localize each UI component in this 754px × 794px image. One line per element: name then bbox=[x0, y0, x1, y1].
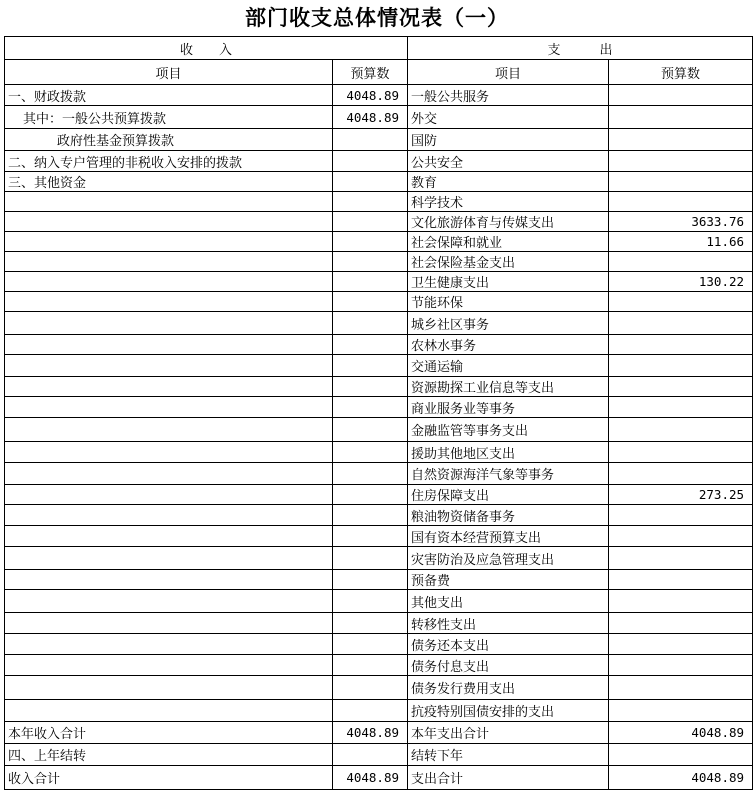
income-item-cell bbox=[5, 613, 333, 634]
income-item-cell: 政府性基金预算拨款 bbox=[5, 129, 333, 151]
expense-item-cell: 粮油物资储备事务 bbox=[408, 505, 609, 526]
expense-budget-cell bbox=[609, 590, 753, 613]
expense-budget-cell bbox=[609, 172, 753, 192]
income-item-cell: 收入合计 bbox=[5, 766, 333, 790]
expense-budget-cell: 4048.89 bbox=[609, 722, 753, 744]
table-row bbox=[5, 700, 753, 722]
income-budget-cell bbox=[333, 272, 408, 292]
table-row bbox=[5, 505, 753, 526]
income-item-cell: 其中：一般公共预算拨款 bbox=[5, 106, 333, 129]
income-item-cell: 二、纳入专户管理的非税收入安排的拨款 bbox=[5, 151, 333, 172]
expense-budget-cell bbox=[609, 129, 753, 151]
table-row bbox=[5, 151, 753, 172]
income-budget-cell bbox=[333, 485, 408, 505]
expense-budget-cell bbox=[609, 463, 753, 485]
section-header-row bbox=[5, 37, 753, 60]
income-item-cell bbox=[5, 355, 333, 377]
income-budget-cell bbox=[333, 377, 408, 397]
income-item-cell: 本年收入合计 bbox=[5, 722, 333, 744]
income-budget-cell bbox=[333, 526, 408, 547]
expense-header: 支 出 bbox=[408, 37, 753, 60]
expense-item-cell: 抗疫特别国债安排的支出 bbox=[408, 700, 609, 722]
income-budget-cell bbox=[333, 676, 408, 700]
income-budget-cell bbox=[333, 232, 408, 252]
expense-budget-cell bbox=[609, 570, 753, 590]
expense-item-cell: 自然资源海洋气象等事务 bbox=[408, 463, 609, 485]
income-budget-cell bbox=[333, 292, 408, 312]
income-budget-cell bbox=[333, 613, 408, 634]
expense-budget-cell: 273.25 bbox=[609, 485, 753, 505]
table-row bbox=[5, 655, 753, 676]
income-budget-cell bbox=[333, 547, 408, 570]
expense-item-cell: 资源勘探工业信息等支出 bbox=[408, 377, 609, 397]
income-item-cell bbox=[5, 212, 333, 232]
expense-item-cell: 卫生健康支出 bbox=[408, 272, 609, 292]
expense-item-cell: 灾害防治及应急管理支出 bbox=[408, 547, 609, 570]
table-row bbox=[5, 397, 753, 418]
income-budget-cell bbox=[333, 590, 408, 613]
expense-item-cell: 文化旅游体育与传媒支出 bbox=[408, 212, 609, 232]
expense-item-header: 项目 bbox=[408, 60, 609, 85]
expense-item-cell: 债务付息支出 bbox=[408, 655, 609, 676]
expense-budget-cell bbox=[609, 252, 753, 272]
table-row bbox=[5, 192, 753, 212]
expense-budget-cell bbox=[609, 418, 753, 442]
income-budget-cell bbox=[333, 355, 408, 377]
income-item-cell bbox=[5, 312, 333, 335]
expense-item-cell: 农林水事务 bbox=[408, 335, 609, 355]
income-budget-cell bbox=[333, 212, 408, 232]
income-budget-cell bbox=[333, 172, 408, 192]
expense-budget-cell bbox=[609, 335, 753, 355]
income-budget-cell bbox=[333, 463, 408, 485]
table-row bbox=[5, 418, 753, 442]
income-budget-cell: 4048.89 bbox=[333, 766, 408, 790]
income-budget-cell bbox=[333, 655, 408, 676]
income-item-cell bbox=[5, 676, 333, 700]
expense-budget-cell bbox=[609, 397, 753, 418]
expense-item-cell: 一般公共服务 bbox=[408, 85, 609, 106]
expense-budget-cell bbox=[609, 442, 753, 463]
table-row bbox=[5, 252, 753, 272]
income-item-cell bbox=[5, 252, 333, 272]
income-item-cell bbox=[5, 570, 333, 590]
income-header: 收 入 bbox=[5, 37, 408, 60]
table-row bbox=[5, 590, 753, 613]
table-row bbox=[5, 377, 753, 397]
table-row bbox=[5, 355, 753, 377]
income-budget-header: 预算数 bbox=[333, 60, 408, 85]
expense-budget-cell bbox=[609, 676, 753, 700]
income-item-cell bbox=[5, 442, 333, 463]
table-row bbox=[5, 272, 753, 292]
income-item-cell: 三、其他资金 bbox=[5, 172, 333, 192]
expense-budget-cell bbox=[609, 377, 753, 397]
income-budget-cell bbox=[333, 129, 408, 151]
table-row bbox=[5, 232, 753, 252]
expense-budget-cell bbox=[609, 744, 753, 766]
income-budget-cell bbox=[333, 335, 408, 355]
expense-budget-cell bbox=[609, 505, 753, 526]
column-header-row bbox=[5, 60, 753, 85]
income-item-cell bbox=[5, 700, 333, 722]
income-budget-cell bbox=[333, 505, 408, 526]
expense-item-cell: 支出合计 bbox=[408, 766, 609, 790]
income-budget-cell bbox=[333, 397, 408, 418]
income-budget-cell bbox=[333, 442, 408, 463]
expense-item-cell: 外交 bbox=[408, 106, 609, 129]
table-row bbox=[5, 312, 753, 335]
table-row bbox=[5, 85, 753, 106]
income-budget-cell bbox=[333, 570, 408, 590]
income-budget-cell bbox=[333, 192, 408, 212]
expense-item-cell: 援助其他地区支出 bbox=[408, 442, 609, 463]
budget-table bbox=[4, 36, 753, 790]
table-row bbox=[5, 526, 753, 547]
expense-budget-cell bbox=[609, 526, 753, 547]
income-budget-cell bbox=[333, 151, 408, 172]
table-row bbox=[5, 335, 753, 355]
income-item-cell bbox=[5, 547, 333, 570]
expense-item-cell: 结转下年 bbox=[408, 744, 609, 766]
income-item-cell bbox=[5, 526, 333, 547]
expense-budget-cell bbox=[609, 655, 753, 676]
expense-item-cell: 转移性支出 bbox=[408, 613, 609, 634]
income-budget-cell: 4048.89 bbox=[333, 722, 408, 744]
income-budget-cell bbox=[333, 744, 408, 766]
expense-item-cell: 社会保险基金支出 bbox=[408, 252, 609, 272]
expense-item-cell: 社会保障和就业 bbox=[408, 232, 609, 252]
income-item-cell bbox=[5, 505, 333, 526]
income-item-cell bbox=[5, 590, 333, 613]
expense-budget-cell bbox=[609, 312, 753, 335]
income-budget-cell bbox=[333, 700, 408, 722]
income-budget-cell: 4048.89 bbox=[333, 106, 408, 129]
expense-budget-cell bbox=[609, 192, 753, 212]
income-item-cell bbox=[5, 463, 333, 485]
income-budget-cell bbox=[333, 418, 408, 442]
income-item-cell bbox=[5, 634, 333, 655]
income-item-cell bbox=[5, 272, 333, 292]
expense-item-cell: 公共安全 bbox=[408, 151, 609, 172]
income-item-cell bbox=[5, 335, 333, 355]
expense-item-cell: 国有资本经营预算支出 bbox=[408, 526, 609, 547]
expense-budget-cell bbox=[609, 613, 753, 634]
table-row bbox=[5, 547, 753, 570]
page-title: 部门收支总体情况表（一） bbox=[245, 5, 509, 30]
table-row bbox=[5, 722, 753, 744]
expense-budget-cell: 130.22 bbox=[609, 272, 753, 292]
expense-budget-header: 预算数 bbox=[609, 60, 753, 85]
income-item-header: 项目 bbox=[5, 60, 333, 85]
income-item-cell: 四、上年结转 bbox=[5, 744, 333, 766]
table-row bbox=[5, 613, 753, 634]
income-item-cell bbox=[5, 377, 333, 397]
income-item-cell bbox=[5, 485, 333, 505]
expense-item-cell: 预备费 bbox=[408, 570, 609, 590]
table-row bbox=[5, 634, 753, 655]
expense-item-cell: 交通运输 bbox=[408, 355, 609, 377]
table-row bbox=[5, 485, 753, 505]
income-item-cell bbox=[5, 418, 333, 442]
expense-budget-cell bbox=[609, 292, 753, 312]
expense-item-cell: 商业服务业等事务 bbox=[408, 397, 609, 418]
expense-budget-cell bbox=[609, 700, 753, 722]
table-row bbox=[5, 676, 753, 700]
expense-item-cell: 金融监管等事务支出 bbox=[408, 418, 609, 442]
table-row bbox=[5, 442, 753, 463]
expense-budget-cell: 3633.76 bbox=[609, 212, 753, 232]
table-row bbox=[5, 106, 753, 129]
expense-item-cell: 本年支出合计 bbox=[408, 722, 609, 744]
expense-budget-cell bbox=[609, 355, 753, 377]
expense-item-cell: 城乡社区事务 bbox=[408, 312, 609, 335]
table-row bbox=[5, 463, 753, 485]
expense-item-cell: 住房保障支出 bbox=[408, 485, 609, 505]
table-row bbox=[5, 766, 753, 790]
income-item-cell bbox=[5, 232, 333, 252]
expense-item-cell: 债务还本支出 bbox=[408, 634, 609, 655]
expense-budget-cell: 4048.89 bbox=[609, 766, 753, 790]
income-budget-cell bbox=[333, 312, 408, 335]
income-item-cell bbox=[5, 192, 333, 212]
income-item-cell bbox=[5, 655, 333, 676]
expense-budget-cell bbox=[609, 106, 753, 129]
table-row bbox=[5, 129, 753, 151]
expense-budget-cell: 11.66 bbox=[609, 232, 753, 252]
income-item-cell bbox=[5, 292, 333, 312]
expense-item-cell: 教育 bbox=[408, 172, 609, 192]
expense-budget-cell bbox=[609, 151, 753, 172]
expense-item-cell: 节能环保 bbox=[408, 292, 609, 312]
table-row bbox=[5, 744, 753, 766]
table-row bbox=[5, 212, 753, 232]
income-budget-cell: 4048.89 bbox=[333, 85, 408, 106]
table-row bbox=[5, 570, 753, 590]
expense-item-cell: 国防 bbox=[408, 129, 609, 151]
income-item-cell: 一、财政拨款 bbox=[5, 85, 333, 106]
expense-budget-cell bbox=[609, 634, 753, 655]
table-row bbox=[5, 172, 753, 192]
expense-item-cell: 债务发行费用支出 bbox=[408, 676, 609, 700]
income-budget-cell bbox=[333, 634, 408, 655]
expense-item-cell: 科学技术 bbox=[408, 192, 609, 212]
table-row bbox=[5, 292, 753, 312]
income-item-cell bbox=[5, 397, 333, 418]
expense-budget-cell bbox=[609, 85, 753, 106]
expense-budget-cell bbox=[609, 547, 753, 570]
income-budget-cell bbox=[333, 252, 408, 272]
expense-item-cell: 其他支出 bbox=[408, 590, 609, 613]
